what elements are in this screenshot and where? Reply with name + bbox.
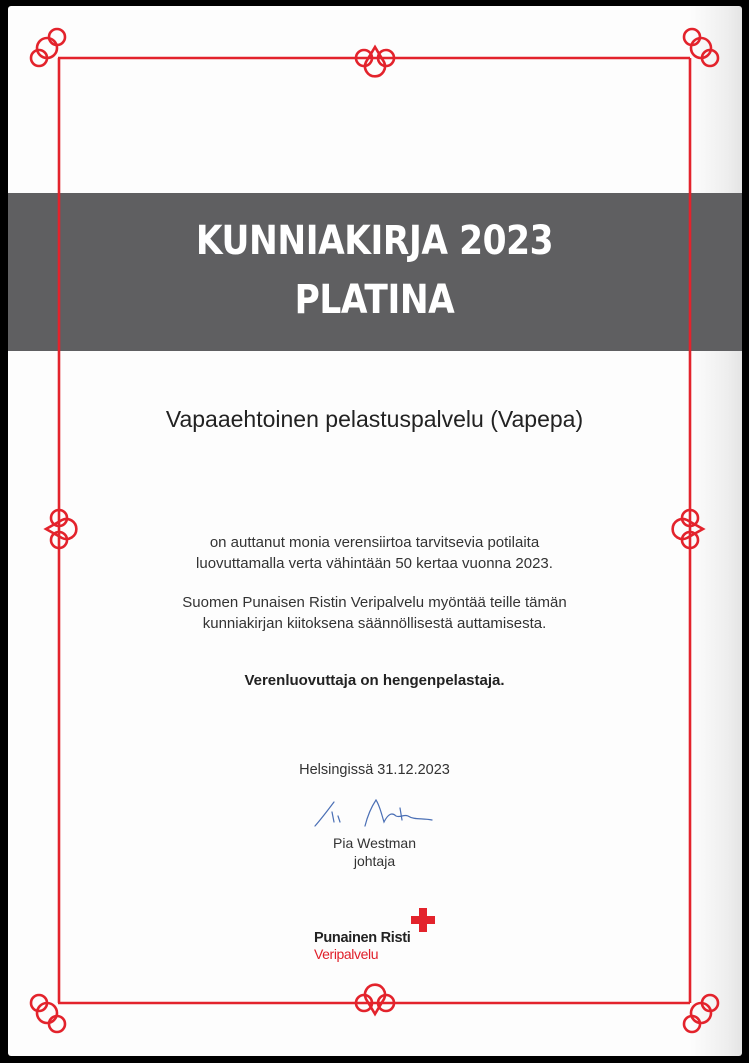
paragraph-1-line-2: luovuttamalla verta vähintään 50 kertaa vuonna 2023. [196, 555, 553, 572]
paragraph-2-line-2: kunniakirjan kiitoksena säännöllisestä auttamisesta. [202, 615, 547, 632]
signature-icon [310, 792, 440, 832]
signer-title: johtaja [353, 853, 396, 869]
logo-name: Punainen Risti [314, 930, 411, 946]
paragraph-1-line-1: on auttanut monia verensiirtoa tarvitsevia potilaita [209, 534, 540, 551]
motto: Verenluovuttaja on hengenpelastaja. [244, 672, 505, 689]
recipient-name: Vapaaehtoinen pelastuspalvelu (Vapepa) [165, 406, 584, 432]
paragraph-2-line-1: Suomen Punaisen Ristin Veripalvelu myöntää teille tämän [182, 594, 567, 611]
certificate-title: KUNNIAKIRJA 2023 [195, 218, 554, 264]
punainen-risti-logo [314, 908, 444, 968]
signer-name: Pia Westman [333, 835, 416, 851]
logo-subname: Veripalvelu [314, 946, 379, 962]
place-date: Helsingissä 31.12.2023 [299, 762, 450, 778]
certificate-paper [8, 6, 742, 1056]
red-cross-icon [411, 908, 435, 932]
title-banner [8, 193, 742, 351]
certificate-level: PLATINA [294, 277, 455, 323]
